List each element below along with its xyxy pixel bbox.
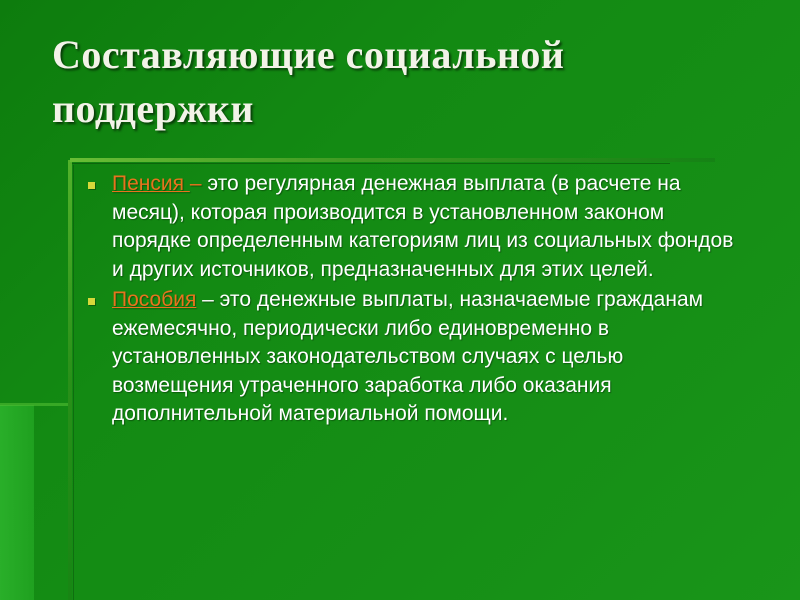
decorative-lower-left-edge (0, 403, 68, 406)
bullet-item-benefits (88, 286, 748, 429)
term-pension-dash: – (189, 172, 202, 195)
bullet-list (88, 170, 748, 431)
term-benefits: Пособия (112, 288, 197, 311)
decorative-lower-left-panel (0, 405, 34, 600)
slide-title: Составляющие социальной поддержки (52, 32, 565, 131)
definition-benefits: – это денежные выплаты, назначаемые гражданам ежемесячно, периодически либо единовременно в установленных законодательством случаях с целью возмещения утраченного заработка либо оказания дополнительной материальной помощи. (112, 288, 704, 425)
decorative-horizontal-line (70, 158, 715, 162)
term-pension: Пенсия (112, 172, 190, 195)
decorative-horizontal-shadow-line (70, 163, 670, 164)
square-bullet-icon (88, 182, 95, 189)
bullet-item-pension (88, 170, 748, 284)
square-bullet-icon (88, 298, 95, 305)
decorative-vertical-shadow-line (73, 165, 74, 600)
decorative-vertical-line (68, 160, 72, 600)
definition-pension: это регулярная денежная выплата (в расчете на месяц), которая производится в установленном законом порядке определенным категориям лиц из социальных фондов и других источников, предназначенных для этих целей. (112, 172, 734, 281)
